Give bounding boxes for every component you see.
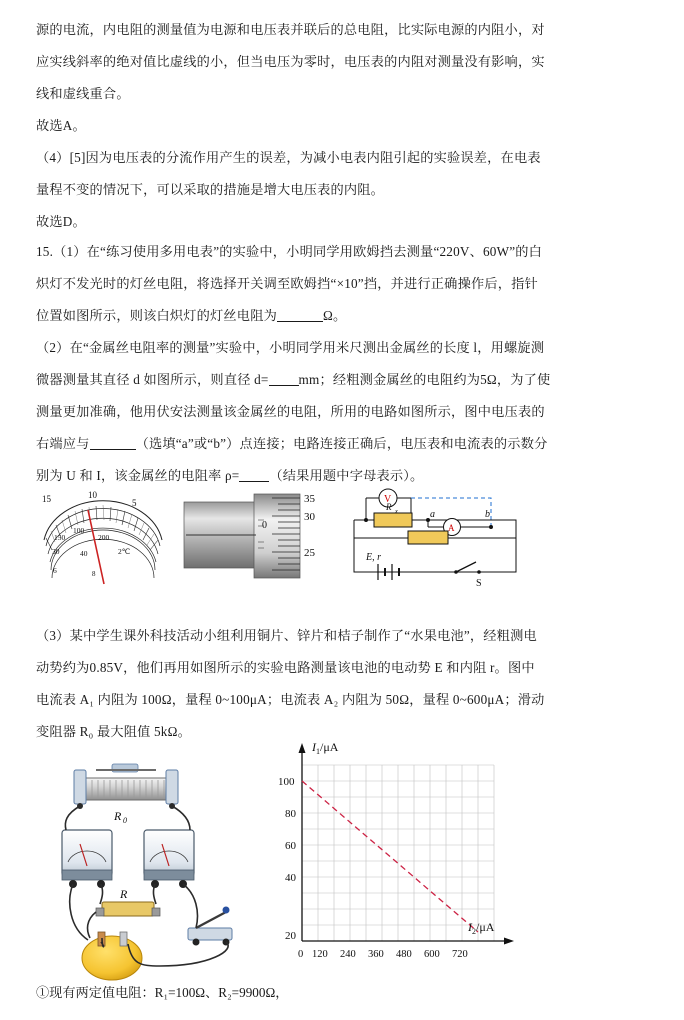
zinc-plate: [120, 932, 127, 946]
q15-line9: （3）某中学生课外科技活动小组利用铜片、锌片和桔子制作了“水果电池”，经粗测电: [36, 628, 537, 643]
paragraph: 源的电流，内电阻的测量值为电源和电压表并联后的总电阻，比实际电源的内阻小，对: [36, 22, 545, 37]
x-tick-label: 0: [298, 949, 304, 960]
paragraph: 线和虚线重合。: [36, 86, 130, 101]
q15-line5-text-b: mm；经粗测金属丝的电阻约为5Ω，为了使: [298, 372, 551, 387]
y-tick-label: 100: [278, 776, 295, 788]
paragraph: （4）[5]因为电压表的分流作用产生的误差，为减小电表内阻引起的实验误差，在电表: [36, 150, 541, 165]
x-tick-label: 720: [452, 949, 468, 960]
dial-label: 5: [132, 498, 137, 508]
q15-line10: 动势约为0.85V，他们再用如图所示的实验电路测量该电池的电动势 E 和内阻 r。图中: [36, 660, 535, 675]
page-fade: [494, 974, 684, 1020]
dial-label: 10: [88, 490, 97, 500]
q15-line2: 炽灯不发光时的灯丝电阻，将选择开关调至欧姆挡“×10”挡，并进行正确操作后，指针: [36, 276, 538, 291]
chart-axes: [299, 743, 515, 945]
y-tick-label: 60: [285, 840, 296, 852]
q15-line8-text-a: 别为 U 和 I，该金属丝的电阻率 ρ=: [36, 468, 240, 483]
resistor-R-device: [96, 887, 160, 916]
x-tick-label: 360: [368, 949, 384, 960]
q15-line7-text-b: （选填“a”或“b”）点连接；电路连接正确后，电压表和电流表的示数分: [135, 436, 548, 451]
q15-line6: 测量更加准确，他用伏安法测量该金属丝的电阻，所用的电路如图所示，图中电压表的: [36, 404, 545, 419]
paragraph: 量程不变的情况下，可以采取的措施是增大电压表的内阻。: [36, 182, 385, 197]
source-label: E, r: [366, 552, 381, 563]
q15-line7: [36, 428, 654, 460]
q15-line3: [36, 300, 654, 332]
dial-label: 8: [92, 570, 96, 578]
answer-text-block: [36, 14, 654, 238]
figure-meters-svg: [36, 480, 646, 610]
blank-answer[interactable]: [277, 307, 323, 322]
node-dot: [477, 570, 481, 574]
q15-line3-text-a: 位置如图所示，则该白炽灯的灯丝电阻为: [36, 308, 277, 323]
dial-label: 40: [80, 549, 88, 558]
y-tick-label: 80: [285, 808, 296, 820]
node-dot: [454, 570, 458, 574]
q15-line5-text-a: 微器测量其直径 d 如图所示，则直径 d=: [36, 372, 269, 387]
x-axis-title: $I_2/\mu A$: [468, 920, 495, 936]
micrometer-sleeve-label: 0: [262, 520, 267, 531]
micrometer-tick-label: 30: [304, 511, 315, 523]
dial-label: 100: [73, 526, 85, 535]
current-graph-svg: [272, 735, 522, 985]
node-dot: [364, 518, 368, 522]
chart-grid: [302, 765, 494, 941]
fruit-battery-cell: [82, 932, 142, 980]
dial-label: 2℃: [118, 547, 131, 556]
switch-symbol: [456, 562, 476, 572]
ammeter-A1-device: [62, 830, 112, 888]
question-15-3-block: [36, 620, 654, 748]
rheostat-label-sub: 0: [123, 816, 127, 825]
paragraph: 应实线斜率的绝对值比虚线的小，但当电压为零时，电压表的内阻对测量没有影响，实: [36, 54, 545, 69]
x-tick-label: 120: [312, 949, 328, 960]
y-axis-title: $I_1/\mu A$: [312, 740, 339, 756]
switch-device: [188, 907, 232, 946]
blank-answer[interactable]: [90, 435, 136, 450]
answer-d: 故选D。: [36, 214, 86, 229]
dial-label: 200: [98, 533, 110, 542]
micrometer-tick-label: 35: [304, 493, 315, 505]
voltmeter-ammeter-circuit: [354, 489, 516, 589]
question-15-block: [36, 236, 654, 492]
ammeter-label: A: [448, 523, 455, 533]
q15-line11: 电流表 A₁ 内阻为 100Ω，量程 0~100μA；电流表 A₂ 内阻为 50Ω，量程 0~600μA；滑动: [36, 692, 545, 707]
q15-line1: 15.（1）在“练习使用多用电表”的实验中，小明同学用欧姆挡去测量“220V、60W”的白: [36, 244, 543, 259]
rheostat-label: R: [114, 809, 122, 823]
dial-label: 15: [42, 494, 51, 504]
footer-text: ①现有两定值电阻：R₁=100Ω、R₂=9900Ω，: [36, 985, 289, 1000]
y-tick-label: 20: [285, 930, 296, 942]
q15-line8-text-b: （结果用题中字母表示）。: [269, 468, 424, 483]
resistor-rx-label: R: [386, 502, 392, 512]
resistor-R-label: R: [120, 887, 128, 901]
fruit-battery-svg: [40, 752, 280, 992]
figure-meters-and-circuit: [36, 480, 646, 610]
q15-line12: 变阻器 R₀ 最大阻值 5kΩ。: [36, 724, 191, 739]
resistor-rx-sub: x: [395, 508, 398, 515]
q15-line4: （2）在“金属丝电阻率的测量”实验中，小明同学用米尺测出金属丝的长度 l，用螺旋测: [36, 340, 545, 355]
answer-a: 故选A。: [36, 118, 86, 133]
rheostat-R0: [74, 764, 178, 825]
switch-label: S: [476, 578, 482, 589]
voltmeter-label: V: [384, 494, 392, 505]
point-b-label: b: [485, 509, 490, 520]
dial-label: 6: [53, 566, 57, 575]
figure-current-graph: [272, 735, 522, 985]
point-a-label: a: [430, 509, 435, 520]
micrometer-tick-label: 25: [304, 547, 315, 559]
chart-series-line: [302, 781, 478, 932]
q15-line7-text-a: 右端应与: [36, 436, 90, 451]
dial-label: 150: [54, 533, 66, 542]
ammeter-A2-device: [144, 830, 194, 888]
q15-line3-text-b: Ω。: [322, 308, 347, 323]
y-tick-label: 40: [285, 872, 296, 884]
resistor-rx: [374, 513, 412, 527]
rheostat-symbol: [408, 531, 448, 544]
node-dot: [489, 525, 493, 529]
multimeter-dial: [38, 488, 166, 586]
x-tick-label: 480: [396, 949, 412, 960]
micrometer-barrel: [184, 493, 316, 578]
figure-fruit-battery: [40, 752, 280, 992]
x-tick-label: 600: [424, 949, 440, 960]
blank-answer[interactable]: [269, 371, 299, 386]
dial-label: 30: [52, 547, 60, 556]
x-tick-label: 240: [340, 949, 356, 960]
q15-line5: [36, 364, 654, 396]
